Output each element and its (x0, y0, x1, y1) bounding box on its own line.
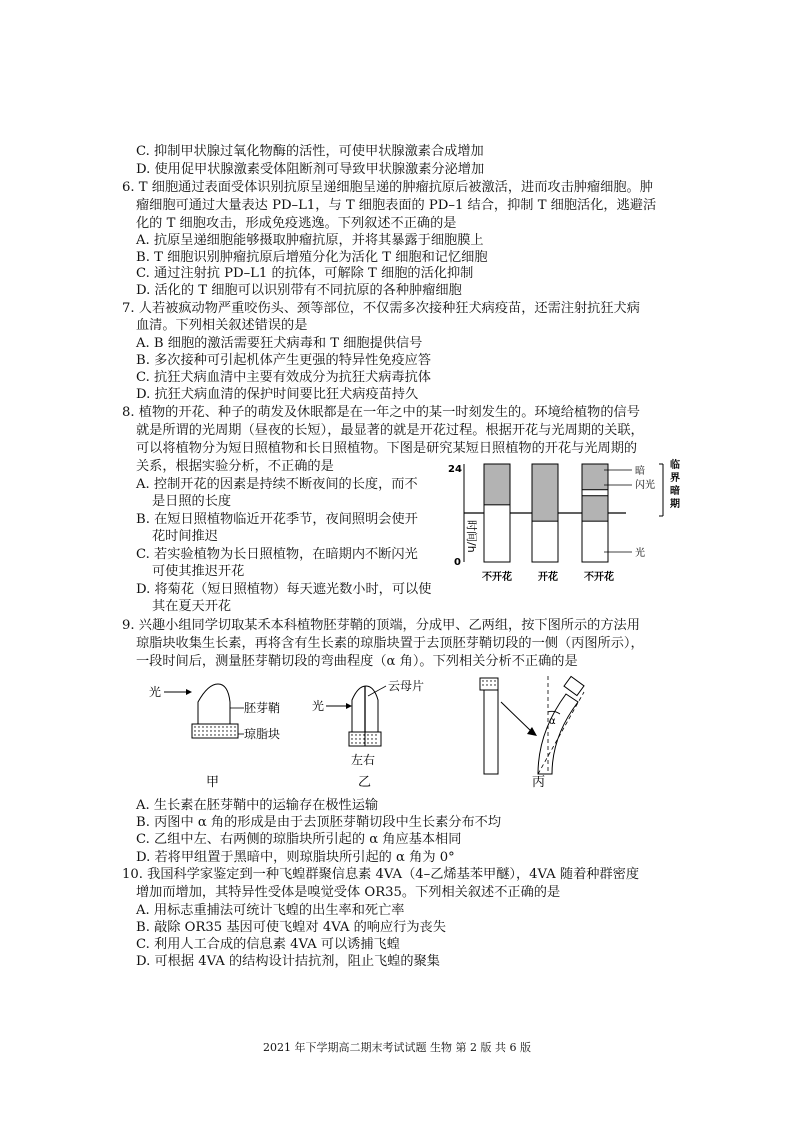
option-6a: A. 抗原呈递细胞能够摄取肿瘤抗原，并将其暴露于细胞膜上 (136, 233, 484, 248)
y-axis-title: 时间/h (465, 520, 478, 553)
mica-label: 云母片 (388, 679, 425, 693)
option-7d: D. 抗狂犬病血清的保护时间要比狂犬病疫苗持久 (136, 387, 419, 402)
option-9b: B. 丙图中 α 角的形成是由于去顶胚芽鞘切段中生长素分布不均 (136, 815, 502, 830)
option-6d: D. 活化的 T 细胞可以识别带有不同抗原的各种肿瘤细胞 (136, 283, 462, 298)
question-9: 9. 兴趣小组同学切取某禾本科植物胚芽鞘的顶端，分成甲、乙两组，按下图所示的方法用 (122, 618, 640, 633)
question-8-line4: 关系，根据实验分析，不正确的是 (136, 459, 334, 474)
legend-flash: 闪光 (635, 480, 655, 491)
bar-label-1: 不开花 (482, 572, 512, 583)
option-8b: B. 在短日照植物临近开花季节，夜间照明会使开 (136, 512, 418, 527)
photoperiod-figure (440, 458, 700, 588)
bar-label-2: 开花 (538, 572, 558, 583)
question-6-line2: 瘤细胞可通过大量表达 PD–L1，与 T 细胞表面的 PD–1 结合，抑制 T 细胞活化，逃避活 (136, 198, 657, 213)
question-7: 7. 人若被疯动物严重咬伤头、颈等部位，不仅需多次接种狂犬病疫苗，还需注射抗狂犬病 (122, 301, 640, 316)
question-10: 10. 我国科学家鉴定到一种飞蝗群聚信息素 4VA（4–乙烯基苯甲醚），4VA 随着种群密度 (122, 867, 640, 882)
question-8: 8. 植物的开花、种子的萌发及休眠都是在一年之中的某一时刻发生的。环境给植物的信号 (122, 405, 640, 420)
line-d-q5: D. 使用促甲状腺激素受体阻断剂可导致甲状腺激素分泌增加 (136, 162, 485, 177)
question-8-line2: 就是所谓的光周期（昼夜的长短），最显著的就是开花过程。根据开花与光周期的关联， (136, 423, 644, 438)
figure-label-jia: 甲 (206, 775, 220, 790)
option-10c: C. 利用人工合成的信息素 4VA 可以诱捕飞蝗 (136, 937, 400, 952)
question-6: 6. T 细胞通过表面受体识别抗原呈递细胞呈递的肿瘤抗原后被激活，进而攻击肿瘤细胞。肿 (122, 180, 653, 195)
option-8a-cont: 是日照的长度 (152, 494, 232, 509)
question-7-line2: 血清。下列相关叙述错误的是 (136, 318, 308, 333)
option-8d: D. 将菊花（短日照植物）每天遮光数小时，可以使 (136, 582, 432, 597)
agar-block-bent (564, 676, 584, 695)
coleoptile-figure (146, 672, 586, 794)
option-8d-cont: 其在夏天开花 (152, 599, 232, 614)
option-10a: A. 用标志重捕法可统计飞蝗的出生率和死亡率 (136, 903, 405, 918)
critical-dark-label: 临界暗期 (670, 460, 680, 510)
option-8a: A. 控制开花的因素是持续不断夜间的长度，而不 (136, 477, 418, 492)
option-8b-cont: 花时间推迟 (152, 529, 218, 544)
option-10d: D. 可根据 4VA 的结构设计拮抗剂，阻止飞蝗的聚集 (136, 954, 440, 969)
coleoptile-tip-jia (198, 684, 230, 724)
option-7c: C. 抗狂犬病血清中主要有效成分为抗狂犬病毒抗体 (136, 370, 431, 385)
direction-arrow (501, 702, 532, 732)
bar-1-dark (484, 464, 510, 505)
figure-label-yi: 乙 (358, 775, 372, 790)
bar-label-3: 不开花 (584, 572, 614, 583)
axis-24-label: 24 (448, 464, 462, 475)
option-7a: A. B 细胞的激活需要狂犬病毒和 T 细胞提供信号 (136, 336, 423, 351)
agar-label: 琼脂块 (244, 727, 281, 741)
option-7b: B. 多次接种可引起机体产生更强的特异性免疫应答 (136, 353, 432, 368)
option-9c: C. 乙组中左、右两侧的琼脂块所引起的 α 角应基本相同 (136, 832, 462, 847)
axis-0-label: 0 (454, 557, 461, 568)
agar-block-bing (480, 678, 498, 690)
alpha-label: α (549, 716, 556, 727)
option-6c: C. 通过注射抗 PD–L1 的抗体，可解除 T 细胞的活化抑制 (136, 266, 474, 281)
option-10b: B. 敲除 OR35 基因可使飞蝗对 4VA 的响应行为丧失 (136, 920, 446, 935)
coleoptile-label: 胚芽鞘 (244, 701, 281, 715)
question-6-line3: 化的 T 细胞攻击，形成免疫逃逸。下列叙述不正确的是 (136, 216, 457, 231)
question-8-line3: 可以将植物分为短日照植物和长日照植物。下图是研究某短日照植物的开花与光周期的 (136, 441, 638, 456)
page-footer: 2021 年下学期高二期末考试试题 生物 第 2 版 共 6 版 (263, 1041, 531, 1054)
bar-3-flash (582, 490, 608, 496)
bar-2-dark (532, 464, 558, 521)
left-right-label: 左右 (351, 753, 376, 767)
question-9-line2: 琼脂块收集生长素，再将含有生长素的琼脂块置于去顶胚芽鞘切段的一侧（丙图所示）， (136, 636, 644, 651)
coleoptile-segment-straight (484, 690, 498, 774)
coleoptile-segment-bent (538, 694, 578, 774)
light-label-yi: 光 (312, 699, 325, 713)
question-10-line2: 增加而增加，其特异性受体是嗅觉受体 OR35。下列相关叙述不正确的是 (136, 885, 561, 900)
option-8c: C. 若实验植物为长日照植物，在暗期内不断闪光 (136, 547, 418, 562)
option-6b: B. T 细胞识别肿瘤抗原后增殖分化为活化 T 细胞和记忆细胞 (136, 250, 488, 265)
option-8c-cont: 可使其推迟开花 (152, 564, 245, 579)
option-9a: A. 生长素在胚芽鞘中的运输存在极性运输 (136, 798, 379, 813)
option-9d: D. 若将甲组置于黑暗中，则琼脂块所引起的 α 角为 0° (136, 850, 455, 865)
figure-label-bing: 丙 (532, 775, 546, 790)
line-c-q5: C. 抑制甲状腺过氧化物酶的活性，可使甲状腺激素合成增加 (136, 144, 484, 159)
question-9-line3: 一段时间后，测量胚芽鞘切段的弯曲程度（α 角）。下列相关分析不正确的是 (136, 654, 578, 669)
light-label-jia: 光 (149, 685, 162, 699)
legend-light: 光 (635, 548, 645, 559)
legend-dark: 暗 (635, 466, 645, 477)
